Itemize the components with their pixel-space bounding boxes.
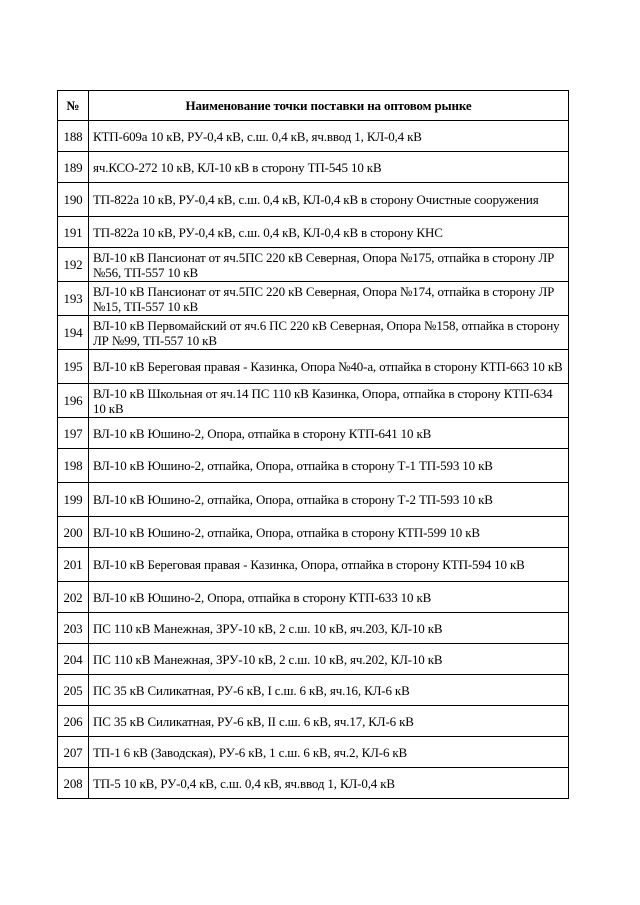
row-number: 203: [58, 613, 89, 644]
row-point-name: ВЛ-10 кВ Школьная от яч.14 ПС 110 кВ Казинка, Опора, отпайка в сторону КТП-634 10 кВ: [89, 384, 569, 418]
row-point-name: ПС 35 кВ Силикатная, РУ-6 кВ, I с.ш. 6 кВ, яч.16, КЛ-6 кВ: [89, 675, 569, 706]
table-row: [58, 483, 569, 517]
row-number: 195: [58, 350, 89, 384]
table-row: [58, 768, 569, 799]
row-point-name: ВЛ-10 кВ Юшино-2, отпайка, Опора, отпайка в сторону Т-2 ТП-593 10 кВ: [89, 483, 569, 517]
row-number: 197: [58, 418, 89, 449]
row-point-name: ВЛ-10 кВ Юшино-2, отпайка, Опора, отпайка в сторону КТП-599 10 кВ: [89, 517, 569, 548]
row-number: 206: [58, 706, 89, 737]
row-point-name: ПС 110 кВ Манежная, ЗРУ-10 кВ, 2 с.ш. 10 кВ, яч.203, КЛ-10 кВ: [89, 613, 569, 644]
table-row: [58, 152, 569, 183]
row-number: 202: [58, 582, 89, 613]
table-row: [58, 737, 569, 768]
table-row: [58, 418, 569, 449]
header-number: №: [58, 91, 89, 121]
row-number: 198: [58, 449, 89, 483]
row-number: 205: [58, 675, 89, 706]
row-number: 194: [58, 316, 89, 350]
row-number: 196: [58, 384, 89, 418]
row-point-name: ТП-5 10 кВ, РУ-0,4 кВ, с.ш. 0,4 кВ, яч.ввод 1, КЛ-0,4 кВ: [89, 768, 569, 799]
row-number: 193: [58, 282, 89, 316]
row-point-name: ВЛ-10 кВ Юшино-2, Опора, отпайка в сторону КТП-641 10 кВ: [89, 418, 569, 449]
table-row: [58, 121, 569, 152]
table-row: [58, 282, 569, 316]
row-number: 204: [58, 644, 89, 675]
row-point-name: ВЛ-10 кВ Береговая правая - Казинка, Опора №40-а, отпайка в сторону КТП-663 10 кВ: [89, 350, 569, 384]
row-point-name: ВЛ-10 кВ Первомайский от яч.6 ПС 220 кВ Северная, Опора №158, отпайка в сторону ЛР №99, ТП-557 10 кВ: [89, 316, 569, 350]
row-point-name: ВЛ-10 кВ Юшино-2, Опора, отпайка в сторону КТП-633 10 кВ: [89, 582, 569, 613]
row-number: 208: [58, 768, 89, 799]
row-number: 191: [58, 217, 89, 248]
table-row: [58, 675, 569, 706]
row-number: 207: [58, 737, 89, 768]
table-row: [58, 449, 569, 483]
row-number: 190: [58, 183, 89, 217]
row-point-name: ТП-1 6 кВ (Заводская), РУ-6 кВ, 1 с.ш. 6 кВ, яч.2, КЛ-6 кВ: [89, 737, 569, 768]
row-point-name: ТП-822а 10 кВ, РУ-0,4 кВ, с.ш. 0,4 кВ, КЛ-0,4 кВ в сторону Очистные сооружения: [89, 183, 569, 217]
row-number: 189: [58, 152, 89, 183]
table-row: [58, 706, 569, 737]
row-number: 192: [58, 248, 89, 282]
table-row: [58, 644, 569, 675]
row-point-name: ВЛ-10 кВ Юшино-2, отпайка, Опора, отпайка в сторону Т-1 ТП-593 10 кВ: [89, 449, 569, 483]
table-row: [58, 217, 569, 248]
row-point-name: ПС 110 кВ Манежная, ЗРУ-10 кВ, 2 с.ш. 10 кВ, яч.202, КЛ-10 кВ: [89, 644, 569, 675]
delivery-points-table: [57, 90, 569, 799]
table-row: [58, 548, 569, 582]
table-row: [58, 316, 569, 350]
table-row: [58, 517, 569, 548]
row-number: 188: [58, 121, 89, 152]
row-number: 201: [58, 548, 89, 582]
table-row: [58, 350, 569, 384]
row-number: 200: [58, 517, 89, 548]
row-point-name: яч.КСО-272 10 кВ, КЛ-10 кВ в сторону ТП-545 10 кВ: [89, 152, 569, 183]
row-point-name: ПС 35 кВ Силикатная, РУ-6 кВ, II с.ш. 6 кВ, яч.17, КЛ-6 кВ: [89, 706, 569, 737]
row-number: 199: [58, 483, 89, 517]
table-row: [58, 613, 569, 644]
table-row: [58, 248, 569, 282]
row-point-name: ТП-822а 10 кВ, РУ-0,4 кВ, с.ш. 0,4 кВ, КЛ-0,4 кВ в сторону КНС: [89, 217, 569, 248]
table-row: [58, 582, 569, 613]
row-point-name: ВЛ-10 кВ Пансионат от яч.5ПС 220 кВ Северная, Опора №175, отпайка в сторону ЛР №56, ТП-557 10 кВ: [89, 248, 569, 282]
table-row: [58, 384, 569, 418]
row-point-name: ВЛ-10 кВ Пансионат от яч.5ПС 220 кВ Северная, Опора №174, отпайка в сторону ЛР №15, ТП-557 10 кВ: [89, 282, 569, 316]
header-point-name: Наименование точки поставки на оптовом рынке: [89, 91, 569, 121]
table-header-row: [58, 91, 569, 121]
row-point-name: КТП-609а 10 кВ, РУ-0,4 кВ, с.ш. 0,4 кВ, яч.ввод 1, КЛ-0,4 кВ: [89, 121, 569, 152]
row-point-name: ВЛ-10 кВ Береговая правая - Казинка, Опора, отпайка в сторону КТП-594 10 кВ: [89, 548, 569, 582]
table-row: [58, 183, 569, 217]
